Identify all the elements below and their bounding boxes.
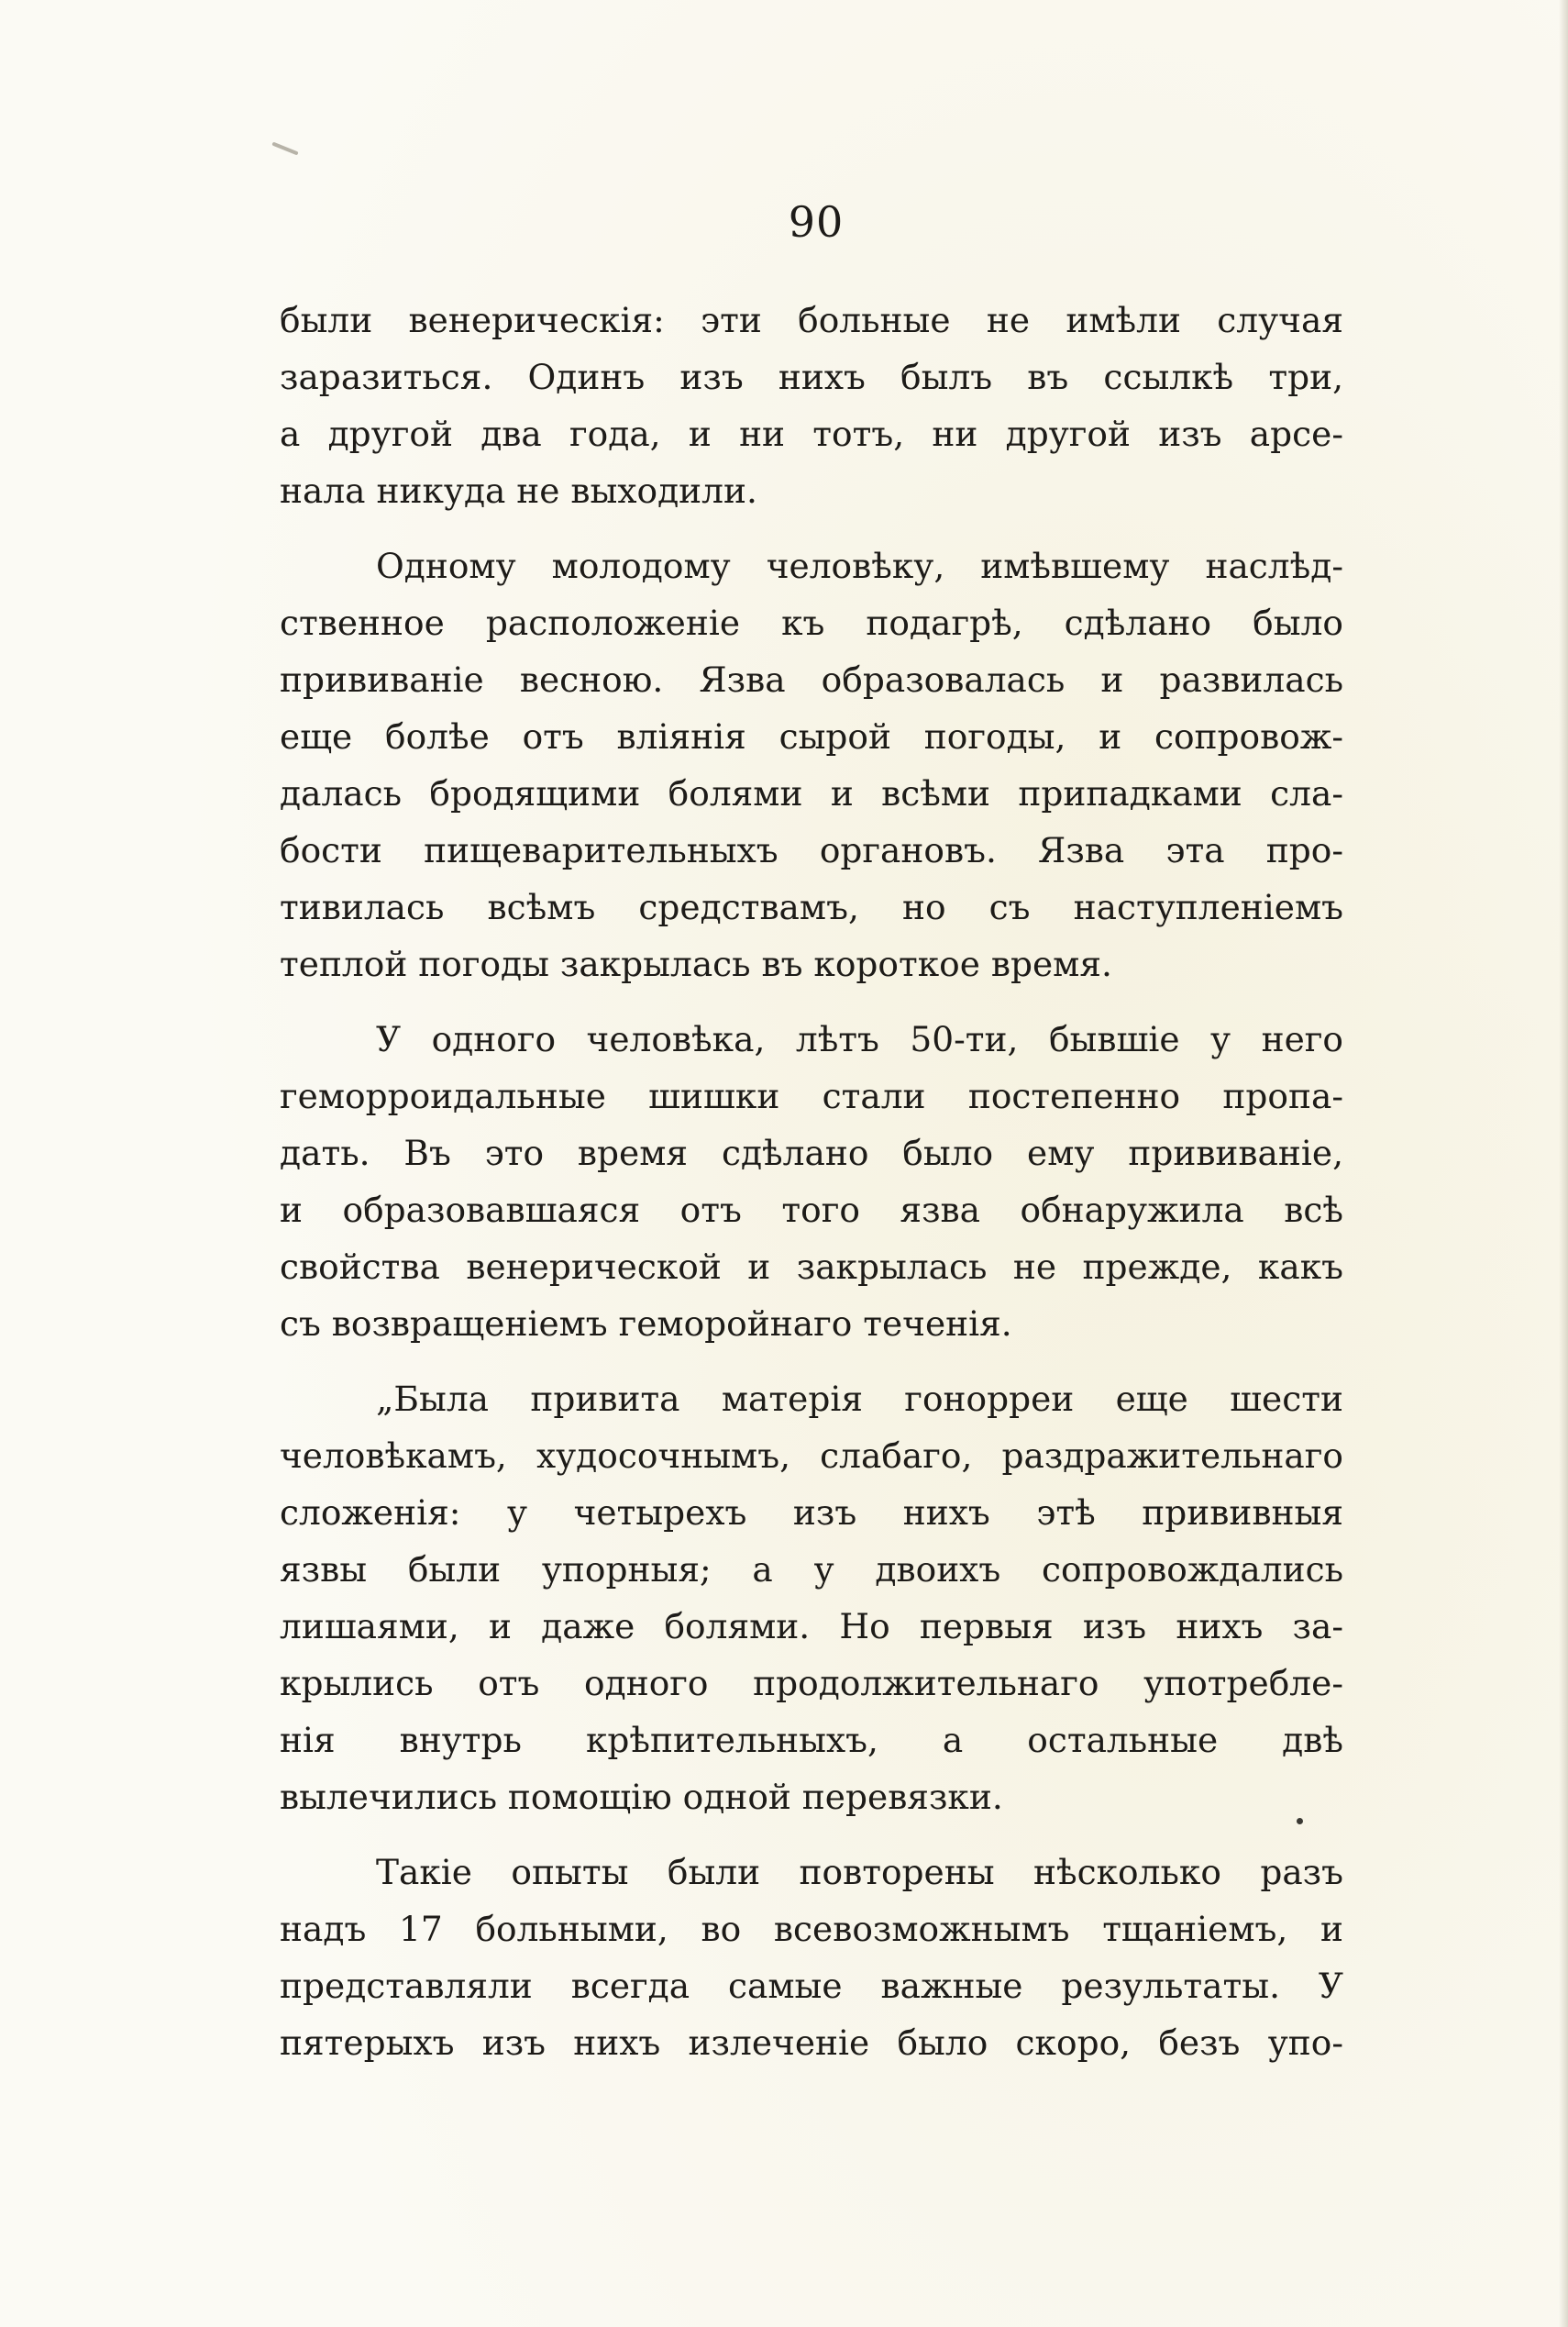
paragraph (280, 292, 1343, 519)
text-line: „Была привита матерія гонорреи еще шести (376, 1379, 1343, 1419)
text-line: съ возвращеніемъ геморойнаго теченія. (280, 1303, 1012, 1344)
text-line: свойства венерической и закрылась не прежде, какъ (280, 1247, 1343, 1287)
text-line: крылись отъ одного продолжительнаго употребле- (280, 1663, 1343, 1703)
text-line: Одному молодому человѣку, имѣвшему наслѣд- (376, 546, 1343, 586)
text-line: язвы были упорныя; а у двоихъ сопровождались (280, 1549, 1343, 1590)
text-line: нія внутрь крѣпительныхъ, а остальные двѣ (280, 1720, 1343, 1760)
text-line: надъ 17 больными, во всевозможнымъ тщаніемъ, и (280, 1909, 1343, 1949)
text-line: вылечились помощію одной перевязки. (280, 1777, 1003, 1817)
body-text (280, 292, 1343, 2089)
text-line: а другой два года, и ни тотъ, ни другой изъ арсе- (280, 414, 1343, 454)
text-line: были венерическія: эти больные не имѣли случая (280, 300, 1343, 340)
text-line: бости пищеварительныхъ органовъ. Язва эта про- (280, 830, 1343, 870)
text-line: лишаями, и даже болями. Но первыя изъ нихъ за- (280, 1606, 1343, 1646)
paragraph (280, 1370, 1343, 1825)
page-edge-shadow (1559, 0, 1568, 2327)
text-line: далась бродящими болями и всѣми припадками сла- (280, 773, 1343, 814)
text-line: Такіе опыты были повторены нѣсколько разъ (376, 1852, 1343, 1892)
text-line: представляли всегда самые важные результаты. У (280, 1966, 1343, 2006)
text-line: геморроидальные шишки стали постепенно пропа- (280, 1076, 1343, 1116)
paragraph (280, 537, 1343, 992)
text-line: сложенія: у четырехъ изъ нихъ этѣ прививныя (280, 1492, 1343, 1533)
text-line: У одного человѣка, лѣтъ 50-ти, бывшіе у него (376, 1019, 1343, 1059)
text-line: теплой погоды закрылась въ короткое время. (280, 944, 1112, 984)
page-number: 90 (788, 197, 845, 247)
text-line: еще болѣе отъ вліянія сырой погоды, и сопровож- (280, 716, 1343, 757)
paragraph (280, 1844, 1343, 2071)
text-line: человѣкамъ, худосочнымъ, слабаго, раздражительнаго (280, 1435, 1343, 1476)
text-line: заразиться. Одинъ изъ нихъ былъ въ ссылкѣ три, (280, 357, 1343, 397)
text-line: ственное расположеніе къ подагрѣ, сдѣлано было (280, 603, 1343, 643)
text-line: и образовавшаяся отъ того язва обнаружила всѣ (280, 1190, 1343, 1230)
text-line: тивилась всѣмъ средствамъ, но съ наступленіемъ (280, 887, 1343, 927)
text-line: прививаніе весною. Язва образовалась и развилась (280, 659, 1343, 700)
text-line: нала никуда не выходили. (280, 471, 757, 511)
paper-mark (271, 142, 298, 156)
paragraph (280, 1011, 1343, 1352)
text-line: пятерыхъ изъ нихъ излеченіе было скоро, безъ упо- (280, 2022, 1343, 2063)
text-line: дать. Въ это время сдѣлано было ему прививаніе, (280, 1133, 1343, 1173)
